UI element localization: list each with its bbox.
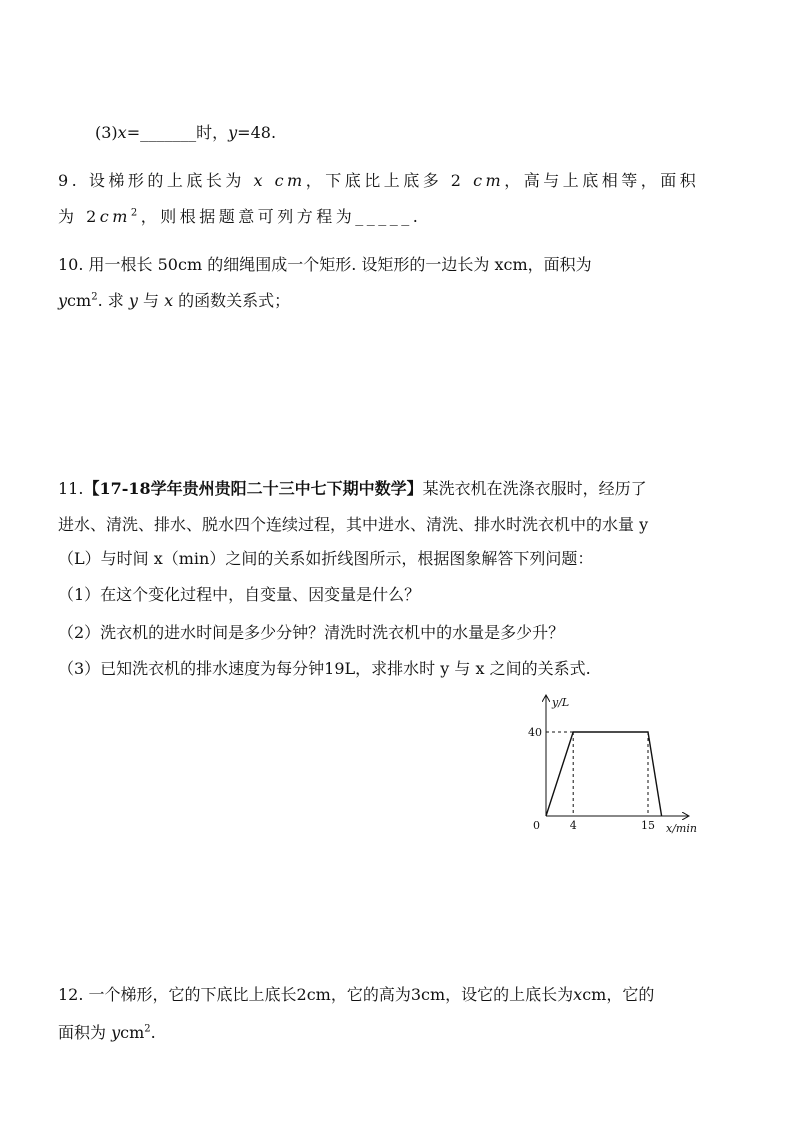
q12-text-c: 面积为 bbox=[58, 1023, 112, 1042]
q8-part3-prefix: (3) bbox=[95, 123, 118, 142]
q9-text-a: 9. 设梯形的上底长为 bbox=[58, 171, 254, 190]
q10-y-var2: y bbox=[128, 291, 138, 310]
q12-unit: cm bbox=[120, 1023, 145, 1042]
q9-line1 bbox=[58, 170, 699, 192]
q11-sub2-text: （2）洗衣机的进水时间是多少分钟？清洗时洗衣机中的水量是多少升？ bbox=[58, 623, 565, 642]
q11-line2 bbox=[58, 514, 648, 536]
q10-text-c: 与 bbox=[137, 291, 165, 310]
q11-sub1 bbox=[58, 584, 420, 606]
q11-text-b: 进水、清洗、排水、脱水四个连续过程，其中进水、清洗、排水时洗衣机中的水量 y bbox=[58, 515, 649, 534]
q8-part3-value: =48. bbox=[237, 123, 277, 142]
water-volume-line bbox=[546, 732, 662, 816]
x-tick-label: 15 bbox=[641, 819, 655, 832]
q9-unit1: cm bbox=[265, 171, 306, 190]
q9-text-d: 为 2 bbox=[58, 207, 100, 226]
q8-x-var: x bbox=[117, 123, 127, 142]
q10-unit: cm bbox=[67, 291, 92, 310]
q11-number: 11. bbox=[58, 479, 84, 498]
q9-line2 bbox=[58, 206, 421, 228]
q9-text-c: ，高与上底相等，面积 bbox=[504, 171, 700, 190]
q10-text-b: . 求 bbox=[97, 291, 129, 310]
q10-line1 bbox=[58, 254, 592, 276]
q12-y-var: y bbox=[111, 1023, 121, 1042]
x-axis-label: x/min bbox=[666, 822, 697, 835]
q10-y-var: y bbox=[58, 291, 68, 310]
q11-sub3-text: （3）已知洗衣机的排水速度为每分钟19L，求排水时 y 与 x 之间的关系式. bbox=[58, 659, 591, 678]
q12-text-a: 12. 一个梯形，它的下底比上底长2cm，它的高为3cm，设它的上底长为 bbox=[58, 985, 574, 1004]
q11-line1 bbox=[58, 478, 647, 500]
q9-text-b: ，下底比上底多 2 bbox=[305, 171, 474, 190]
q12-text-b: cm，它的 bbox=[582, 985, 655, 1004]
q11-line3 bbox=[58, 548, 593, 570]
y-axis-label: y/L bbox=[552, 696, 570, 709]
q11-source: 【17-18学年贵州贵阳二十三中七下期中数学】 bbox=[83, 479, 423, 498]
q10-text-a: 10. 用一根长 50cm 的细绳围成一个矩形. 设矩形的一边长为 xcm，面积为 bbox=[58, 255, 592, 274]
water-volume-graph bbox=[520, 688, 710, 838]
q8-part3 bbox=[95, 122, 276, 144]
q10-square: 2 bbox=[91, 291, 98, 303]
q11-sub3 bbox=[58, 658, 591, 680]
q12-text-d: . bbox=[150, 1023, 156, 1042]
q9-square: 2 bbox=[130, 207, 141, 219]
origin-label: 0 bbox=[533, 819, 540, 832]
q10-text-d: 的函数关系式； bbox=[173, 291, 291, 310]
q9-text-e: ，则根据题意可列方程为_____. bbox=[140, 207, 422, 226]
q11-sub1-text: （1）在这个变化过程中，自变量、因变量是什么？ bbox=[58, 585, 421, 604]
q8-y-var: y bbox=[228, 123, 238, 142]
q12-square: 2 bbox=[144, 1023, 151, 1035]
q12-line2 bbox=[58, 1022, 156, 1044]
q11-sub2 bbox=[58, 622, 564, 644]
q12-line1 bbox=[58, 984, 654, 1006]
q10-x-var: x bbox=[164, 291, 174, 310]
y-tick-label: 40 bbox=[528, 726, 542, 739]
q9-unit3: cm bbox=[99, 207, 131, 226]
x-tick-label: 4 bbox=[569, 819, 577, 832]
q9-unit2: cm bbox=[473, 171, 505, 190]
q8-part3-blank: =_______时， bbox=[126, 123, 229, 142]
q10-line2 bbox=[58, 290, 290, 312]
q11-text-c: （L）与时间 x（min）之间的关系如折线图所示，根据图象解答下列问题： bbox=[58, 549, 594, 568]
q9-x-var: x bbox=[253, 171, 266, 190]
q12-x-var: x bbox=[573, 985, 583, 1004]
q11-text-a: 某洗衣机在洗涤衣服时，经历了 bbox=[422, 479, 647, 498]
